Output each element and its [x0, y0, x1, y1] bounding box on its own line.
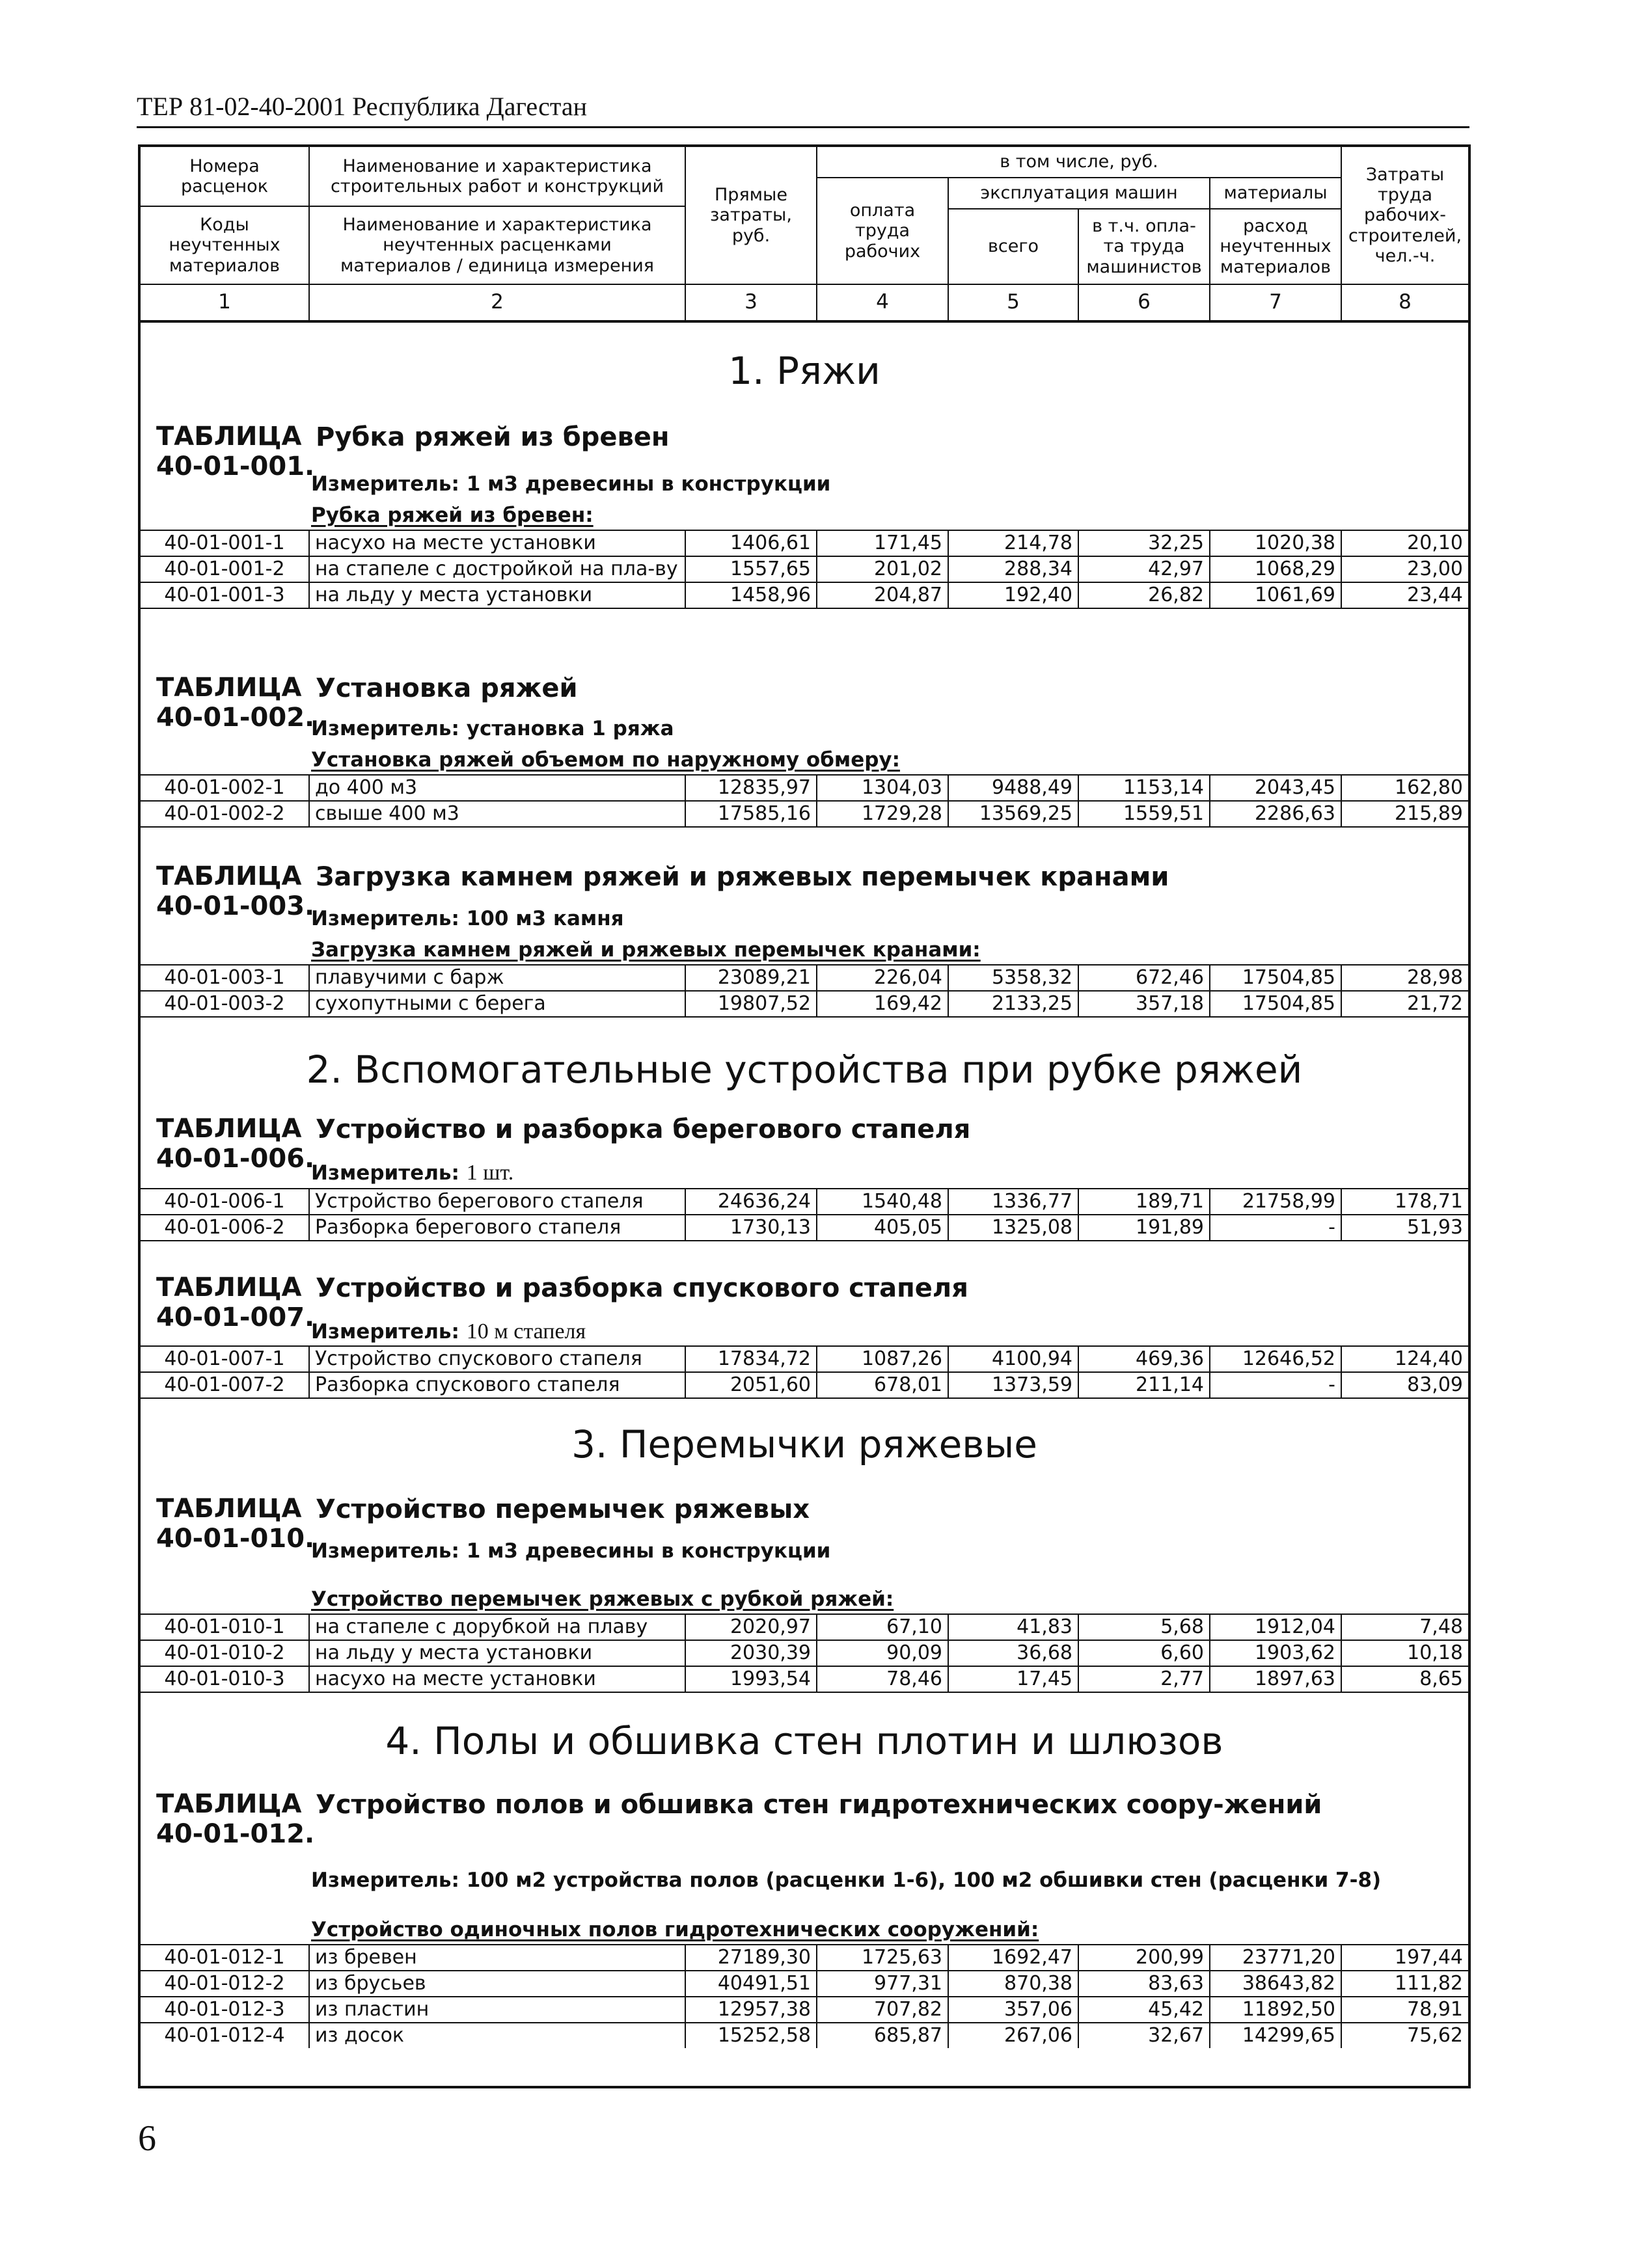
table-row — [141, 802, 1468, 828]
cell-labor-pay: 707,82 — [817, 1997, 949, 2022]
cell-name: Разборка спускового стапеля — [310, 1373, 686, 1397]
cell-labor-hours: 7,48 — [1419, 1615, 1463, 1638]
cell-code: 40-01-001-3 — [141, 583, 310, 608]
cell-materials: 14299,65 — [1210, 2023, 1342, 2048]
cell-materials: 38643,82 — [1210, 1971, 1342, 1996]
cell-name: сухопутными с берега — [310, 992, 686, 1016]
cell-direct-costs: 15252,58 — [686, 2023, 817, 2048]
cell-labor-pay: 171,45 — [817, 531, 949, 556]
cell-materials: 21758,99 — [1210, 1189, 1342, 1214]
header-rule — [137, 126, 1469, 128]
cell-machines-total: 192,40 — [949, 583, 1079, 608]
cell-machinist-pay: 32,67 — [1079, 2023, 1210, 2048]
cell-labor-pay: 1087,26 — [817, 1347, 949, 1371]
document-frame — [138, 144, 1471, 2088]
cell-name: Устройство спускового стапеля — [310, 1347, 686, 1371]
cell-code: 40-01-007-1 — [141, 1347, 310, 1371]
cell-code: 40-01-006-1 — [141, 1189, 310, 1214]
measure-label: Измеритель: — [311, 1539, 459, 1563]
cell-machinist-pay: 45,42 — [1079, 1997, 1210, 2022]
table-row — [141, 583, 1468, 609]
cell-code: 40-01-006-2 — [141, 1215, 310, 1240]
cell-direct-costs: 1557,65 — [686, 557, 817, 582]
header-num-2: 2 — [310, 285, 686, 323]
table-row — [141, 557, 1468, 583]
cell-direct-costs: 17834,72 — [686, 1347, 817, 1371]
cell-labor-hours: 78,91 — [1407, 1998, 1463, 2021]
measure — [311, 907, 624, 930]
cell-machines-total: 1325,08 — [949, 1215, 1079, 1240]
data-rows — [141, 530, 1468, 609]
table-row — [141, 1667, 1468, 1693]
header-col8: Затраты труда рабочих- строителей, чел.-ч. — [1342, 147, 1468, 285]
measure — [311, 472, 830, 496]
table-label: ТАБЛИЦА 40-01-001. — [156, 422, 315, 481]
header-machines: эксплуатация машин — [949, 178, 1210, 209]
table-label: ТАБЛИЦА 40-01-002. — [156, 673, 315, 733]
table-row — [141, 531, 1468, 557]
cell-code: 40-01-002-2 — [141, 802, 310, 826]
measure-label: Измеритель: — [311, 472, 459, 496]
cell-code: 40-01-003-2 — [141, 992, 310, 1016]
cell-machinist-pay: 32,25 — [1079, 531, 1210, 556]
cell-direct-costs: 23089,21 — [686, 965, 817, 990]
cell-machinist-pay: 1153,14 — [1079, 776, 1210, 800]
cell-name: плавучими с барж — [310, 965, 686, 990]
cell-materials: 17504,85 — [1210, 992, 1342, 1016]
group-heading: Устройство одиночных полов гидротехнических сооружений: — [311, 1918, 1039, 1941]
table-label: ТАБЛИЦА 40-01-010. — [156, 1494, 315, 1554]
cell-name: из досок — [310, 2023, 686, 2048]
cell-machines-total: 4100,94 — [949, 1347, 1079, 1371]
header-num-7: 7 — [1210, 285, 1342, 323]
data-rows — [141, 1345, 1468, 1399]
cell-machinist-pay: 83,63 — [1079, 1971, 1210, 1996]
measure-value: 100 м3 камня — [466, 907, 624, 930]
header-num-1: 1 — [141, 285, 310, 323]
cell-labor-hours: 51,93 — [1407, 1216, 1463, 1239]
cell-machinist-pay: 42,97 — [1079, 557, 1210, 582]
cell-code: 40-01-010-2 — [141, 1641, 310, 1666]
cell-machinist-pay: 200,99 — [1079, 1945, 1210, 1970]
header-num-8: 8 — [1342, 285, 1468, 323]
cell-code: 40-01-012-1 — [141, 1945, 310, 1970]
header-num-3: 3 — [686, 285, 817, 323]
cell-direct-costs: 27189,30 — [686, 1945, 817, 1970]
cell-direct-costs: 2051,60 — [686, 1373, 817, 1397]
table-row — [141, 1945, 1468, 1971]
cell-direct-costs: 19807,52 — [686, 992, 817, 1016]
cell-direct-costs: 40491,51 — [686, 1971, 817, 1996]
table-row — [141, 1615, 1468, 1641]
cell-materials: 23771,20 — [1210, 1945, 1342, 1970]
table-row — [141, 1641, 1468, 1667]
cell-labor-hours: 111,82 — [1395, 1972, 1463, 1995]
cell-direct-costs: 2030,39 — [686, 1641, 817, 1666]
cell-direct-costs: 12835,97 — [686, 776, 817, 800]
cell-materials: 1912,04 — [1210, 1615, 1342, 1640]
table-row — [141, 992, 1468, 1018]
table-row — [141, 1997, 1468, 2023]
header-incl: в том числе, руб. — [817, 147, 1342, 178]
cell-labor-hours: 8,65 — [1419, 1667, 1463, 1690]
section-title-2: 2. Вспомогательные устройства при рубке ряжей — [306, 1047, 1303, 1092]
header-col6: в т.ч. опла- та труда машинистов — [1079, 209, 1210, 285]
header-materials: материалы — [1210, 178, 1342, 209]
table-name: Устройство и разборка спускового стапеля — [316, 1273, 968, 1303]
cell-machinist-pay: 191,89 — [1079, 1215, 1210, 1240]
cell-name: на льду у места установки — [310, 1641, 686, 1666]
cell-code: 40-01-012-4 — [141, 2023, 310, 2048]
cell-labor-pay: 685,87 — [817, 2023, 949, 2048]
data-rows — [141, 774, 1468, 828]
cell-machinist-pay: 6,60 — [1079, 1641, 1210, 1666]
cell-machines-total: 267,06 — [949, 2023, 1079, 2048]
cell-labor-pay: 678,01 — [817, 1373, 949, 1397]
cell-machines-total: 41,83 — [949, 1615, 1079, 1640]
cell-name: из брусьев — [310, 1971, 686, 1996]
table-row — [141, 1373, 1468, 1399]
cell-machinist-pay: 5,68 — [1079, 1615, 1210, 1640]
cell-labor-hours: 21,72 — [1407, 992, 1463, 1015]
cell-name: Устройство берегового стапеля — [310, 1189, 686, 1214]
cell-name: из пластин — [310, 1997, 686, 2022]
measure-value: 1 м3 древесины в конструкции — [466, 472, 831, 496]
table-title — [156, 1789, 1441, 1849]
table-row — [141, 776, 1468, 802]
cell-materials: - — [1210, 1215, 1342, 1240]
cell-labor-pay: 204,87 — [817, 583, 949, 608]
measure — [311, 1539, 830, 1563]
cell-labor-pay: 90,09 — [817, 1641, 949, 1666]
cell-machines-total: 870,38 — [949, 1971, 1079, 1996]
table-name: Устройство полов и обшивка стен гидротехнических соору-жений — [316, 1790, 1322, 1820]
cell-labor-pay: 977,31 — [817, 1971, 949, 1996]
header-col2-top: Наименование и характеристика строительных работ и конструкций — [310, 147, 686, 207]
cell-labor-pay: 405,05 — [817, 1215, 949, 1240]
table-label: ТАБЛИЦА 40-01-006. — [156, 1114, 315, 1174]
cell-code: 40-01-012-3 — [141, 1997, 310, 2022]
cell-machinist-pay: 469,36 — [1079, 1347, 1210, 1371]
cell-materials: 12646,52 — [1210, 1347, 1342, 1371]
table-label: ТАБЛИЦА 40-01-007. — [156, 1273, 315, 1332]
cell-labor-hours: 75,62 — [1407, 2024, 1463, 2047]
cell-code: 40-01-003-1 — [141, 965, 310, 990]
section-title-4: 4. Полы и обшивка стен плотин и шлюзов — [385, 1719, 1223, 1763]
cell-direct-costs: 24636,24 — [686, 1189, 817, 1214]
header-col1-top: Номера расценок — [141, 147, 310, 207]
cell-materials: 2043,45 — [1210, 776, 1342, 800]
cell-name: на льду у места установки — [310, 583, 686, 608]
cell-machinist-pay: 189,71 — [1079, 1189, 1210, 1214]
cell-machines-total: 214,78 — [949, 531, 1079, 556]
measure-label: Измеритель: — [311, 1320, 459, 1343]
table-row — [141, 1215, 1468, 1241]
group-heading: Установка ряжей объемом по наружному обмеру: — [311, 748, 901, 772]
group-heading: Загрузка камнем ряжей и ряжевых перемычек кранами: — [311, 938, 981, 962]
cell-name: из бревен — [310, 1945, 686, 1970]
cell-machinist-pay: 357,18 — [1079, 992, 1210, 1016]
cell-machinist-pay: 1559,51 — [1079, 802, 1210, 826]
cell-labor-pay: 1729,28 — [817, 802, 949, 826]
measure-value: 100 м2 устройства полов (расценки 1-6), 100 м2 обшивки стен (расценки 7-8) — [466, 1869, 1382, 1892]
cell-machines-total: 1336,77 — [949, 1189, 1079, 1214]
cell-materials: 2286,63 — [1210, 802, 1342, 826]
cell-labor-hours: 197,44 — [1395, 1946, 1463, 1969]
table-row — [141, 1971, 1468, 1997]
cell-materials: - — [1210, 1373, 1342, 1397]
table-row — [141, 965, 1468, 992]
cell-materials: 1897,63 — [1210, 1667, 1342, 1692]
cell-name: Разборка берегового стапеля — [310, 1215, 686, 1240]
cell-labor-pay: 1725,63 — [817, 1945, 949, 1970]
cell-labor-hours: 215,89 — [1395, 802, 1463, 825]
cell-machines-total: 288,34 — [949, 557, 1079, 582]
cell-labor-hours: 178,71 — [1395, 1190, 1463, 1213]
header-col2-bottom: Наименование и характеристика неучтенных расценками материалов / единица измерения — [310, 207, 686, 285]
cell-code: 40-01-001-2 — [141, 557, 310, 582]
data-rows — [141, 1944, 1468, 2048]
cell-machines-total: 9488,49 — [949, 776, 1079, 800]
cell-machines-total: 357,06 — [949, 1997, 1079, 2022]
cell-labor-hours: 23,44 — [1407, 584, 1463, 606]
cell-labor-hours: 20,10 — [1407, 532, 1463, 554]
cell-name: насухо на месте установки — [310, 1667, 686, 1692]
data-rows — [141, 1188, 1468, 1241]
table-label: ТАБЛИЦА 40-01-003. — [156, 861, 315, 921]
cell-code: 40-01-002-1 — [141, 776, 310, 800]
measure — [311, 717, 674, 740]
cell-labor-pay: 226,04 — [817, 965, 949, 990]
measure-label: Измеритель: — [311, 1161, 459, 1185]
cell-materials: 1020,38 — [1210, 531, 1342, 556]
cell-labor-pay: 201,02 — [817, 557, 949, 582]
table-name: Установка ряжей — [316, 673, 578, 703]
measure-label: Измеритель: — [311, 1869, 459, 1892]
cell-labor-pay: 169,42 — [817, 992, 949, 1016]
cell-machines-total: 17,45 — [949, 1667, 1079, 1692]
header-num-4: 4 — [817, 285, 949, 323]
cell-machinist-pay: 26,82 — [1079, 583, 1210, 608]
measure — [311, 1869, 1381, 1892]
cell-direct-costs: 12957,38 — [686, 1997, 817, 2022]
group-heading: Устройство перемычек ряжевых с рубкой ряжей: — [311, 1587, 894, 1611]
cell-labor-hours: 23,00 — [1407, 558, 1463, 580]
measure-value: установка 1 ряжа — [466, 717, 674, 740]
data-rows — [141, 964, 1468, 1018]
cell-labor-hours: 124,40 — [1395, 1347, 1463, 1370]
cell-name: свыше 400 м3 — [310, 802, 686, 826]
cell-labor-hours: 10,18 — [1407, 1641, 1463, 1664]
cell-direct-costs: 1993,54 — [686, 1667, 817, 1692]
table-name: Загрузка камнем ряжей и ряжевых перемычек кранами — [316, 862, 1169, 892]
header-col3: Прямые затраты, руб. — [686, 147, 817, 285]
cell-labor-pay: 1304,03 — [817, 776, 949, 800]
cell-code: 40-01-001-1 — [141, 531, 310, 556]
cell-labor-hours: 28,98 — [1407, 966, 1463, 989]
table-name: Устройство перемычек ряжевых — [316, 1494, 810, 1524]
table-label: ТАБЛИЦА 40-01-012. — [156, 1789, 315, 1849]
cell-labor-pay: 67,10 — [817, 1615, 949, 1640]
cell-machinist-pay: 2,77 — [1079, 1667, 1210, 1692]
cell-code: 40-01-007-2 — [141, 1373, 310, 1397]
cell-direct-costs: 1406,61 — [686, 531, 817, 556]
cell-direct-costs: 17585,16 — [686, 802, 817, 826]
header-col1-bottom: Коды неучтенных материалов — [141, 207, 310, 285]
cell-code: 40-01-010-3 — [141, 1667, 310, 1692]
cell-machines-total: 36,68 — [949, 1641, 1079, 1666]
cell-machinist-pay: 211,14 — [1079, 1373, 1210, 1397]
cell-machines-total: 5358,32 — [949, 965, 1079, 990]
cell-labor-hours: 162,80 — [1395, 776, 1463, 799]
measure-value: 1 шт. — [466, 1161, 514, 1185]
cell-name: до 400 м3 — [310, 776, 686, 800]
measure — [311, 1161, 513, 1185]
cell-direct-costs: 2020,97 — [686, 1615, 817, 1640]
cell-materials: 17504,85 — [1210, 965, 1342, 990]
header-col7: расход неучтенных материалов — [1210, 209, 1342, 285]
cell-name: на стапеле с достройкой на пла-ву — [310, 557, 686, 582]
cell-name: насухо на месте установки — [310, 531, 686, 556]
measure — [311, 1319, 586, 1344]
cell-code: 40-01-012-2 — [141, 1971, 310, 1996]
table-row — [141, 1347, 1468, 1373]
measure-value: 10 м стапеля — [466, 1319, 586, 1343]
cell-machines-total: 1692,47 — [949, 1945, 1079, 1970]
group-heading: Рубка ряжей из бревен: — [311, 504, 594, 527]
cell-machines-total: 1373,59 — [949, 1373, 1079, 1397]
cell-direct-costs: 1730,13 — [686, 1215, 817, 1240]
header-col5: всего — [949, 209, 1079, 285]
header-num-5: 5 — [949, 285, 1079, 323]
cell-materials: 1061,69 — [1210, 583, 1342, 608]
cell-materials: 11892,50 — [1210, 1997, 1342, 2022]
measure-value: 1 м3 древесины в конструкции — [466, 1539, 831, 1563]
cell-machines-total: 13569,25 — [949, 802, 1079, 826]
cell-name: на стапеле с дорубкой на плаву — [310, 1615, 686, 1640]
section-title-1: 1. Ряжи — [728, 349, 880, 393]
measure-label: Измеритель: — [311, 907, 459, 930]
cell-materials: 1903,62 — [1210, 1641, 1342, 1666]
table-row — [141, 2023, 1468, 2048]
cell-labor-pay: 1540,48 — [817, 1189, 949, 1214]
table-name: Устройство и разборка берегового стапеля — [316, 1114, 971, 1144]
table-row — [141, 1189, 1468, 1215]
cell-code: 40-01-010-1 — [141, 1615, 310, 1640]
cell-labor-hours: 83,09 — [1407, 1373, 1463, 1396]
table-name: Рубка ряжей из бревен — [316, 422, 670, 452]
running-header: ТЕР 81-02-40-2001 Республика Дагестан — [137, 92, 588, 121]
page-number: 6 — [138, 2118, 156, 2159]
cell-machinist-pay: 672,46 — [1079, 965, 1210, 990]
cell-machines-total: 2133,25 — [949, 992, 1079, 1016]
cell-materials: 1068,29 — [1210, 557, 1342, 582]
cell-direct-costs: 1458,96 — [686, 583, 817, 608]
cell-labor-pay: 78,46 — [817, 1667, 949, 1692]
data-rows — [141, 1613, 1468, 1693]
section-title-3: 3. Перемычки ряжевые — [571, 1422, 1037, 1466]
header-num-6: 6 — [1079, 285, 1210, 323]
column-header — [141, 147, 1468, 323]
header-col4: оплата труда рабочих — [817, 178, 949, 285]
measure-label: Измеритель: — [311, 717, 459, 740]
